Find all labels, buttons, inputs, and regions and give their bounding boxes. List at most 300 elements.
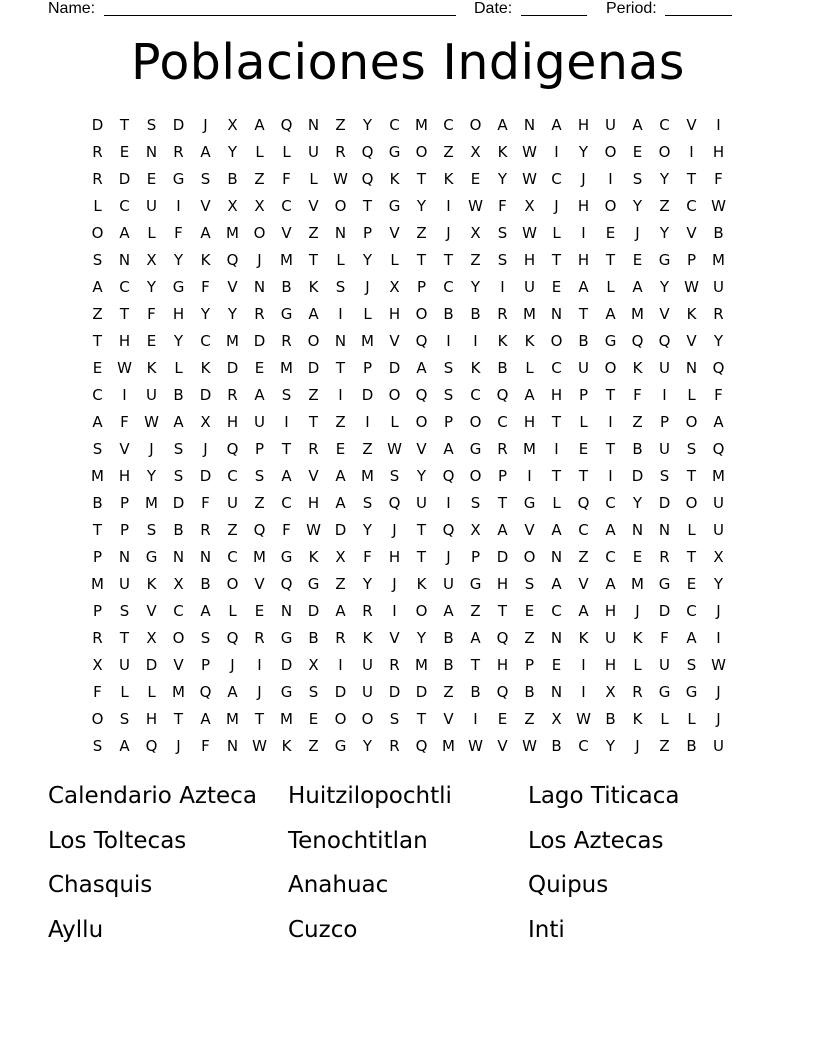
grid-letter[interactable]: L	[525, 359, 534, 377]
grid-letter[interactable]: R	[335, 143, 346, 161]
grid-letter[interactable]: G	[469, 440, 482, 458]
grid-letter[interactable]: P	[254, 440, 265, 458]
grid-letter[interactable]: P	[497, 467, 508, 485]
grid-letter[interactable]: I	[716, 116, 721, 134]
grid-letter[interactable]: G	[280, 305, 293, 323]
grid-letter[interactable]: R	[497, 305, 508, 323]
grid-letter[interactable]: M	[280, 359, 293, 377]
grid-letter[interactable]: Z	[659, 737, 670, 755]
grid-letter[interactable]: D	[226, 359, 239, 377]
grid-letter[interactable]: B	[92, 494, 103, 512]
grid-letter[interactable]: T	[686, 170, 697, 188]
grid-letter[interactable]: N	[550, 629, 563, 647]
grid-letter[interactable]: Y	[227, 305, 238, 323]
grid-letter[interactable]: O	[226, 575, 239, 593]
grid-letter[interactable]: F	[93, 683, 102, 701]
grid-letter[interactable]: Z	[308, 737, 319, 755]
grid-letter[interactable]: P	[200, 656, 211, 674]
grid-letter[interactable]: D	[334, 521, 347, 539]
grid-letter[interactable]: L	[255, 143, 264, 161]
grid-letter[interactable]: A	[551, 575, 562, 593]
grid-letter[interactable]: U	[713, 737, 724, 755]
grid-letter[interactable]: L	[390, 251, 399, 269]
grid-letter[interactable]: E	[551, 656, 562, 674]
grid-letter[interactable]: L	[120, 683, 129, 701]
grid-letter[interactable]: B	[470, 683, 481, 701]
grid-letter[interactable]: X	[200, 413, 211, 431]
grid-letter[interactable]: V	[227, 278, 238, 296]
grid-letter[interactable]: A	[119, 224, 130, 242]
grid-letter[interactable]: U	[362, 683, 373, 701]
grid-letter[interactable]: S	[119, 602, 130, 620]
grid-letter[interactable]: C	[497, 413, 508, 431]
grid-letter[interactable]: X	[146, 629, 157, 647]
grid-letter[interactable]: K	[443, 170, 454, 188]
grid-letter[interactable]: D	[199, 467, 212, 485]
grid-letter[interactable]: J	[230, 656, 235, 674]
grid-letter[interactable]: T	[92, 332, 103, 350]
grid-letter[interactable]: R	[92, 143, 103, 161]
grid-letter[interactable]: G	[172, 170, 185, 188]
grid-letter[interactable]: O	[685, 413, 698, 431]
grid-letter[interactable]: N	[658, 521, 671, 539]
grid-letter[interactable]: R	[200, 521, 211, 539]
grid-letter[interactable]: R	[632, 683, 643, 701]
grid-letter[interactable]: V	[308, 467, 319, 485]
grid-letter[interactable]: B	[308, 629, 319, 647]
grid-letter[interactable]: C	[578, 737, 589, 755]
grid-letter[interactable]: R	[281, 332, 292, 350]
grid-letter[interactable]: T	[578, 305, 589, 323]
grid-letter[interactable]: O	[685, 494, 698, 512]
grid-letter[interactable]: C	[119, 278, 130, 296]
grid-letter[interactable]: E	[254, 602, 265, 620]
grid-letter[interactable]: Z	[308, 386, 319, 404]
grid-letter[interactable]: Y	[146, 467, 157, 485]
grid-letter[interactable]: S	[443, 386, 454, 404]
grid-letter[interactable]: I	[662, 386, 667, 404]
grid-letter[interactable]: I	[392, 602, 397, 620]
grid-letter[interactable]: Q	[496, 629, 509, 647]
grid-letter[interactable]: I	[284, 413, 289, 431]
grid-letter[interactable]: U	[659, 359, 670, 377]
grid-letter[interactable]: O	[172, 629, 185, 647]
grid-letter[interactable]: Y	[362, 116, 373, 134]
grid-letter[interactable]: A	[632, 116, 643, 134]
grid-letter[interactable]: H	[604, 656, 617, 674]
grid-letter[interactable]: I	[338, 386, 343, 404]
grid-letter[interactable]: G	[523, 494, 536, 512]
grid-letter[interactable]: G	[604, 332, 617, 350]
grid-letter[interactable]: M	[631, 305, 644, 323]
grid-letter[interactable]: M	[145, 494, 158, 512]
grid-letter[interactable]: I	[122, 386, 127, 404]
grid-letter[interactable]: F	[714, 386, 723, 404]
grid-letter[interactable]: T	[416, 170, 427, 188]
grid-letter[interactable]: T	[497, 494, 508, 512]
grid-letter[interactable]: U	[308, 143, 319, 161]
grid-letter[interactable]: V	[416, 440, 427, 458]
grid-letter[interactable]: Q	[388, 494, 401, 512]
grid-letter[interactable]: T	[362, 197, 373, 215]
grid-letter[interactable]: Y	[632, 197, 643, 215]
grid-letter[interactable]: U	[362, 656, 373, 674]
grid-letter[interactable]: Q	[442, 467, 455, 485]
grid-letter[interactable]: U	[713, 521, 724, 539]
grid-letter[interactable]: I	[176, 197, 181, 215]
grid-letter[interactable]: V	[389, 629, 400, 647]
grid-letter[interactable]: A	[92, 413, 103, 431]
grid-letter[interactable]: I	[581, 224, 586, 242]
grid-letter[interactable]: S	[470, 494, 481, 512]
grid-letter[interactable]: Q	[226, 440, 239, 458]
grid-letter[interactable]: X	[470, 143, 481, 161]
grid-letter[interactable]: S	[308, 683, 319, 701]
grid-letter[interactable]: Q	[415, 386, 428, 404]
grid-letter[interactable]: M	[712, 467, 725, 485]
grid-letter[interactable]: C	[443, 116, 454, 134]
grid-letter[interactable]: S	[254, 467, 265, 485]
grid-letter[interactable]: I	[500, 278, 505, 296]
grid-letter[interactable]: W	[576, 710, 591, 728]
grid-letter[interactable]: Y	[362, 521, 373, 539]
grid-letter[interactable]: V	[497, 737, 508, 755]
grid-letter[interactable]: F	[147, 305, 156, 323]
grid-letter[interactable]: V	[686, 116, 697, 134]
grid-letter[interactable]: K	[281, 737, 292, 755]
grid-letter[interactable]: H	[172, 305, 185, 323]
grid-letter[interactable]: K	[686, 305, 697, 323]
grid-letter[interactable]: N	[334, 332, 347, 350]
grid-letter[interactable]: V	[686, 224, 697, 242]
grid-letter[interactable]: S	[497, 224, 508, 242]
grid-letter[interactable]: I	[608, 467, 613, 485]
grid-letter[interactable]: N	[118, 251, 131, 269]
grid-letter[interactable]: S	[335, 278, 346, 296]
grid-letter[interactable]: E	[632, 143, 643, 161]
grid-letter[interactable]: U	[416, 494, 427, 512]
grid-letter[interactable]: F	[633, 386, 642, 404]
grid-letter[interactable]: C	[173, 602, 184, 620]
grid-letter[interactable]: Q	[361, 143, 374, 161]
grid-letter[interactable]: A	[119, 737, 130, 755]
grid-letter[interactable]: U	[605, 116, 616, 134]
grid-letter[interactable]: Y	[632, 494, 643, 512]
grid-letter[interactable]: J	[203, 116, 208, 134]
grid-letter[interactable]: S	[389, 467, 400, 485]
grid-letter[interactable]: J	[365, 278, 370, 296]
grid-letter[interactable]: N	[145, 143, 158, 161]
grid-letter[interactable]: A	[92, 278, 103, 296]
grid-letter[interactable]: Y	[713, 332, 724, 350]
grid-letter[interactable]: P	[362, 359, 373, 377]
grid-letter[interactable]: Z	[92, 305, 103, 323]
grid-letter[interactable]: Y	[416, 629, 427, 647]
grid-letter[interactable]: G	[658, 575, 671, 593]
grid-letter[interactable]: T	[551, 467, 562, 485]
grid-letter[interactable]: B	[578, 332, 589, 350]
grid-letter[interactable]: B	[200, 575, 211, 593]
grid-letter[interactable]: T	[119, 305, 130, 323]
grid-letter[interactable]: N	[631, 521, 644, 539]
grid-letter[interactable]: L	[660, 710, 669, 728]
grid-letter[interactable]: H	[388, 548, 401, 566]
grid-letter[interactable]: O	[415, 602, 428, 620]
grid-letter[interactable]: E	[119, 143, 130, 161]
grid-letter[interactable]: Z	[416, 224, 427, 242]
grid-letter[interactable]: U	[659, 656, 670, 674]
grid-letter[interactable]: Q	[712, 359, 725, 377]
grid-letter[interactable]: B	[551, 737, 562, 755]
grid-letter[interactable]: U	[578, 359, 589, 377]
grid-letter[interactable]: E	[551, 278, 562, 296]
grid-letter[interactable]: D	[631, 467, 644, 485]
grid-letter[interactable]: J	[392, 521, 397, 539]
grid-letter[interactable]: I	[608, 170, 613, 188]
grid-letter[interactable]: M	[361, 332, 374, 350]
grid-letter[interactable]: B	[227, 170, 238, 188]
grid-letter[interactable]: V	[146, 602, 157, 620]
grid-letter[interactable]: H	[712, 143, 725, 161]
grid-letter[interactable]: K	[524, 332, 535, 350]
grid-letter[interactable]: V	[254, 575, 265, 593]
grid-letter[interactable]: Z	[524, 629, 535, 647]
grid-letter[interactable]: Z	[470, 602, 481, 620]
grid-letter[interactable]: B	[173, 521, 184, 539]
grid-letter[interactable]: D	[253, 332, 266, 350]
grid-letter[interactable]: W	[306, 521, 321, 539]
grid-letter[interactable]: R	[227, 386, 238, 404]
grid-letter[interactable]: C	[605, 494, 616, 512]
grid-letter[interactable]: S	[524, 575, 535, 593]
grid-letter[interactable]: L	[282, 143, 291, 161]
grid-letter[interactable]: K	[308, 548, 319, 566]
grid-letter[interactable]: W	[684, 278, 699, 296]
grid-letter[interactable]: A	[200, 143, 211, 161]
grid-letter[interactable]: B	[686, 737, 697, 755]
grid-letter[interactable]: N	[550, 683, 563, 701]
grid-letter[interactable]: X	[524, 197, 535, 215]
grid-letter[interactable]: B	[173, 386, 184, 404]
grid-letter[interactable]: Y	[173, 332, 184, 350]
grid-letter[interactable]: A	[416, 359, 427, 377]
grid-letter[interactable]: W	[117, 359, 132, 377]
grid-letter[interactable]: Q	[145, 737, 158, 755]
grid-letter[interactable]: L	[147, 224, 156, 242]
grid-letter[interactable]: P	[470, 548, 481, 566]
grid-letter[interactable]: B	[470, 305, 481, 323]
grid-letter[interactable]: E	[92, 359, 103, 377]
grid-letter[interactable]: I	[581, 683, 586, 701]
grid-letter[interactable]: G	[307, 575, 320, 593]
grid-letter[interactable]: J	[635, 602, 640, 620]
grid-letter[interactable]: L	[687, 386, 696, 404]
grid-letter[interactable]: D	[415, 683, 428, 701]
grid-letter[interactable]: D	[172, 116, 185, 134]
grid-letter[interactable]: Y	[497, 170, 508, 188]
grid-letter[interactable]: L	[336, 251, 345, 269]
grid-letter[interactable]: A	[551, 116, 562, 134]
grid-letter[interactable]: I	[554, 143, 559, 161]
grid-letter[interactable]: C	[119, 197, 130, 215]
grid-letter[interactable]: N	[172, 548, 185, 566]
grid-letter[interactable]: K	[200, 251, 211, 269]
grid-letter[interactable]: K	[389, 170, 400, 188]
grid-letter[interactable]: L	[606, 278, 615, 296]
grid-letter[interactable]: X	[227, 197, 238, 215]
grid-letter[interactable]: X	[389, 278, 400, 296]
grid-letter[interactable]: E	[470, 170, 481, 188]
grid-letter[interactable]: R	[92, 170, 103, 188]
grid-letter[interactable]: O	[334, 710, 347, 728]
grid-letter[interactable]: V	[389, 224, 400, 242]
grid-letter[interactable]: H	[388, 305, 401, 323]
grid-letter[interactable]: W	[522, 170, 537, 188]
grid-letter[interactable]: Y	[605, 737, 616, 755]
grid-letter[interactable]: Y	[659, 224, 670, 242]
grid-letter[interactable]: H	[550, 386, 563, 404]
grid-letter[interactable]: L	[579, 413, 588, 431]
grid-letter[interactable]: M	[253, 548, 266, 566]
period-field[interactable]	[665, 15, 732, 16]
grid-letter[interactable]: Q	[415, 737, 428, 755]
grid-letter[interactable]: T	[119, 629, 130, 647]
grid-letter[interactable]: E	[254, 359, 265, 377]
grid-letter[interactable]: O	[658, 143, 671, 161]
grid-letter[interactable]: B	[281, 278, 292, 296]
grid-letter[interactable]: U	[146, 386, 157, 404]
grid-letter[interactable]: E	[578, 440, 589, 458]
grid-letter[interactable]: W	[522, 737, 537, 755]
grid-letter[interactable]: Y	[659, 170, 670, 188]
grid-letter[interactable]: Q	[199, 683, 212, 701]
grid-letter[interactable]: N	[523, 116, 536, 134]
grid-letter[interactable]: Y	[362, 575, 373, 593]
grid-letter[interactable]: M	[631, 575, 644, 593]
grid-letter[interactable]: W	[387, 440, 402, 458]
grid-letter[interactable]: Y	[578, 143, 589, 161]
grid-letter[interactable]: B	[443, 656, 454, 674]
grid-letter[interactable]: T	[92, 521, 103, 539]
grid-letter[interactable]: J	[446, 224, 451, 242]
grid-letter[interactable]: K	[497, 332, 508, 350]
grid-letter[interactable]: F	[201, 494, 210, 512]
grid-letter[interactable]: I	[527, 467, 532, 485]
grid-letter[interactable]: Y	[227, 143, 238, 161]
grid-letter[interactable]: M	[523, 440, 536, 458]
grid-letter[interactable]: K	[578, 629, 589, 647]
grid-letter[interactable]: Y	[470, 278, 481, 296]
grid-letter[interactable]: U	[146, 197, 157, 215]
grid-letter[interactable]: S	[281, 386, 292, 404]
grid-letter[interactable]: G	[280, 548, 293, 566]
grid-letter[interactable]: P	[443, 413, 454, 431]
grid-letter[interactable]: A	[443, 440, 454, 458]
grid-letter[interactable]: V	[524, 521, 535, 539]
grid-letter[interactable]: H	[577, 251, 590, 269]
grid-letter[interactable]: D	[280, 656, 293, 674]
grid-letter[interactable]: R	[92, 629, 103, 647]
grid-letter[interactable]: C	[281, 197, 292, 215]
grid-letter[interactable]: Q	[577, 494, 590, 512]
grid-letter[interactable]: H	[604, 602, 617, 620]
grid-letter[interactable]: X	[470, 224, 481, 242]
grid-letter[interactable]: A	[308, 305, 319, 323]
grid-letter[interactable]: U	[713, 278, 724, 296]
grid-letter[interactable]: I	[338, 305, 343, 323]
grid-letter[interactable]: L	[633, 656, 642, 674]
grid-letter[interactable]: V	[281, 224, 292, 242]
grid-letter[interactable]: B	[443, 305, 454, 323]
grid-letter[interactable]: C	[470, 386, 481, 404]
grid-letter[interactable]: D	[496, 548, 509, 566]
grid-letter[interactable]: G	[280, 629, 293, 647]
grid-letter[interactable]: V	[308, 197, 319, 215]
grid-letter[interactable]: Q	[280, 575, 293, 593]
grid-letter[interactable]: J	[176, 737, 181, 755]
grid-letter[interactable]: U	[254, 413, 265, 431]
grid-letter[interactable]: Z	[578, 548, 589, 566]
grid-letter[interactable]: J	[635, 737, 640, 755]
grid-letter[interactable]: O	[334, 197, 347, 215]
grid-letter[interactable]: J	[446, 548, 451, 566]
grid-letter[interactable]: L	[147, 683, 156, 701]
grid-letter[interactable]: X	[92, 656, 103, 674]
grid-letter[interactable]: I	[365, 413, 370, 431]
grid-letter[interactable]: Y	[362, 737, 373, 755]
grid-letter[interactable]: M	[226, 224, 239, 242]
grid-letter[interactable]: M	[226, 710, 239, 728]
grid-letter[interactable]: N	[199, 548, 212, 566]
grid-letter[interactable]: O	[523, 548, 536, 566]
grid-letter[interactable]: Z	[254, 170, 265, 188]
grid-letter[interactable]: S	[497, 251, 508, 269]
grid-letter[interactable]: P	[578, 386, 589, 404]
grid-letter[interactable]: Q	[415, 332, 428, 350]
grid-letter[interactable]: O	[307, 332, 320, 350]
grid-letter[interactable]: C	[200, 332, 211, 350]
grid-letter[interactable]: V	[173, 656, 184, 674]
grid-letter[interactable]: H	[577, 197, 590, 215]
grid-letter[interactable]: Z	[227, 521, 238, 539]
grid-letter[interactable]: P	[416, 278, 427, 296]
grid-letter[interactable]: T	[416, 548, 427, 566]
grid-letter[interactable]: Z	[335, 575, 346, 593]
grid-letter[interactable]: J	[635, 224, 640, 242]
grid-letter[interactable]: C	[227, 548, 238, 566]
grid-letter[interactable]: X	[173, 575, 184, 593]
grid-letter[interactable]: P	[119, 494, 130, 512]
grid-letter[interactable]: Z	[308, 224, 319, 242]
grid-letter[interactable]: A	[200, 602, 211, 620]
grid-letter[interactable]: N	[226, 737, 239, 755]
grid-letter[interactable]: P	[92, 548, 103, 566]
grid-letter[interactable]: Z	[254, 494, 265, 512]
grid-letter[interactable]: C	[686, 197, 697, 215]
grid-letter[interactable]: O	[91, 224, 104, 242]
grid-letter[interactable]: W	[252, 737, 267, 755]
grid-letter[interactable]: O	[361, 710, 374, 728]
grid-letter[interactable]: B	[443, 629, 454, 647]
grid-letter[interactable]: U	[659, 440, 670, 458]
grid-letter[interactable]: P	[119, 521, 130, 539]
grid-letter[interactable]: A	[578, 602, 589, 620]
grid-letter[interactable]: T	[470, 656, 481, 674]
grid-letter[interactable]: G	[334, 737, 347, 755]
grid-letter[interactable]: T	[686, 548, 697, 566]
grid-letter[interactable]: W	[522, 224, 537, 242]
grid-letter[interactable]: R	[335, 629, 346, 647]
